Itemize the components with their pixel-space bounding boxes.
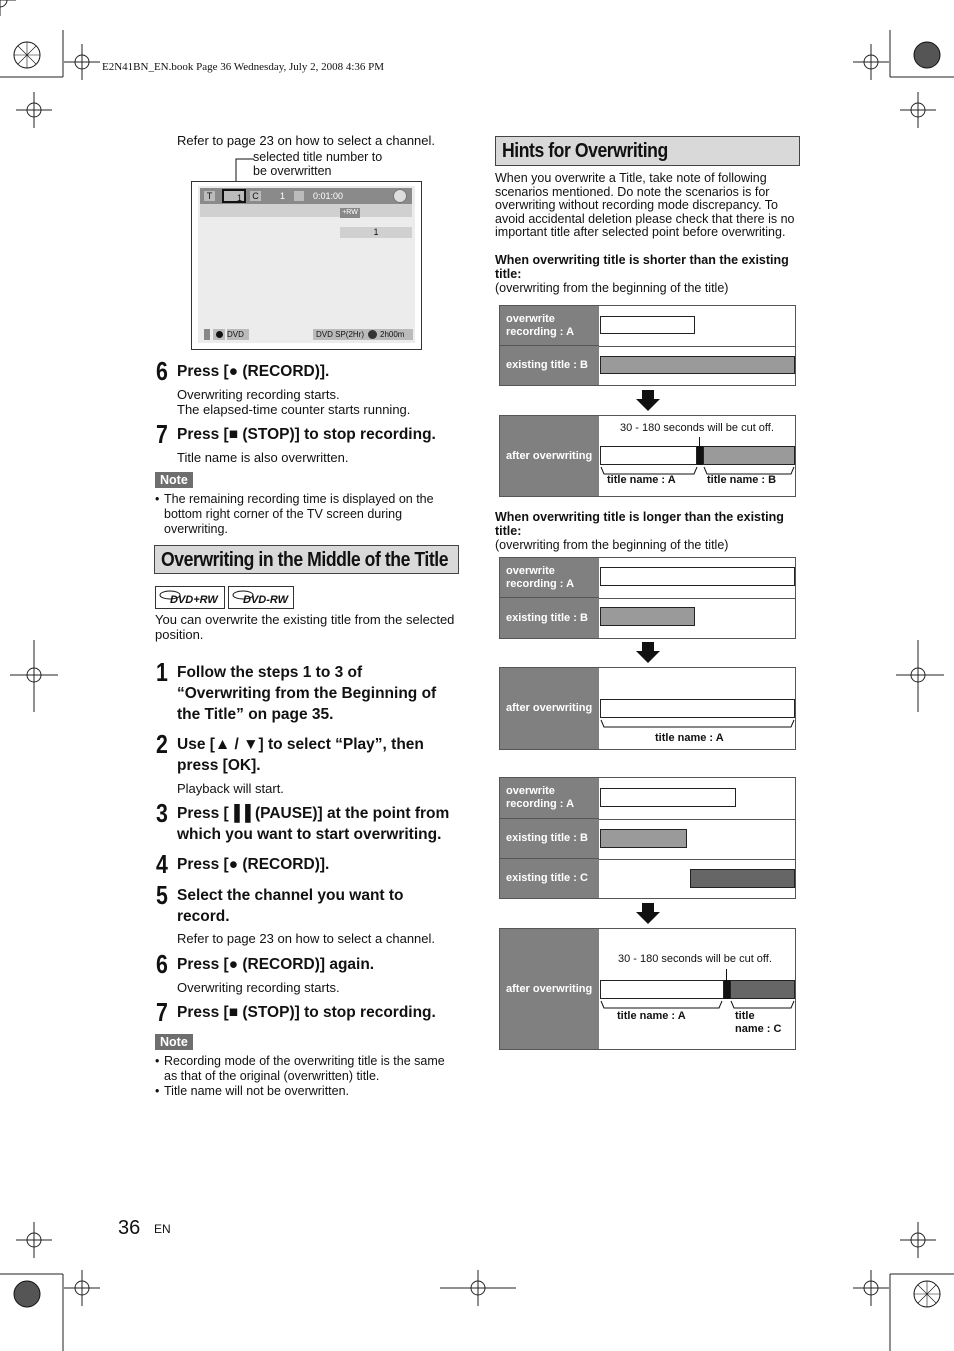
clock-icon bbox=[294, 191, 304, 201]
bar-recording-a bbox=[600, 316, 695, 334]
bar-result-a bbox=[600, 446, 697, 465]
step-heading: Press [● (RECORD)]. bbox=[177, 856, 330, 873]
callout-label: selected title number to be overwritten bbox=[253, 150, 383, 178]
step-number: 7 bbox=[156, 997, 168, 1027]
step-heading: Press [● (RECORD)]. bbox=[177, 363, 330, 380]
note-list: • Recording mode of the overwriting title is the same as that of the original (overwritten) title. • Title name will not be overwritten. bbox=[155, 1054, 445, 1098]
book-info: E2N41BN_EN.book Page 36 Wednesday, July 2, 2008 4:36 PM bbox=[102, 61, 385, 73]
note-label: Note bbox=[155, 472, 193, 488]
step-number: 3 bbox=[156, 798, 168, 828]
stop-icon: ■ bbox=[228, 426, 239, 443]
step-number: 6 bbox=[156, 949, 168, 979]
case1-heading: When overwriting title is shorter than the existing title: (overwriting from the beginning of the title) bbox=[495, 253, 789, 295]
step-number: 5 bbox=[156, 880, 168, 910]
step-heading: Follow the steps 1 to 3 of “Overwriting from the Beginning of the Title” on page 35. bbox=[177, 664, 437, 723]
diagram-shorter-before: overwrite recording : A existing title : B bbox=[499, 305, 796, 386]
hints-intro: When you overwrite a Title, take note of following scenarios mentioned. Do note the scenarios is for overwriting without recording mode discrepancy. To avoid accidental deletion please check that there is no important title after selected point before overwriting. bbox=[495, 171, 795, 239]
step-heading: Use [▲ / ▼] to select “Play”, then press [OK]. bbox=[177, 736, 424, 774]
section-description: You can overwrite the existing title from the selected position. bbox=[155, 612, 455, 642]
bar-recording-a bbox=[600, 788, 736, 807]
record-icon bbox=[216, 331, 223, 338]
step-number: 2 bbox=[156, 729, 168, 759]
step-number: 7 bbox=[156, 419, 168, 449]
section-title: Overwriting in the Middle of the Title bbox=[154, 545, 459, 574]
arrow-down-icon bbox=[636, 390, 660, 412]
bar-existing-b bbox=[600, 356, 795, 374]
diagram-longer-after: after overwriting title name : A bbox=[499, 667, 796, 750]
diagram-multi-before: overwrite recording : A existing title : B existing title : C bbox=[499, 777, 796, 899]
step-number: 6 bbox=[156, 356, 168, 386]
dvd-minus-rw-logo: DVD-RW bbox=[228, 586, 294, 609]
step-number: 1 bbox=[156, 657, 168, 687]
osd-title-number: 1 bbox=[222, 189, 246, 203]
step-number: 4 bbox=[156, 849, 168, 879]
arrow-down-icon bbox=[636, 903, 660, 925]
bar-recording-a bbox=[600, 567, 795, 586]
arrow-down-icon bbox=[636, 642, 660, 664]
disc-icon bbox=[393, 189, 407, 203]
bar-existing-b bbox=[600, 829, 687, 848]
bar-result-a bbox=[600, 980, 724, 999]
case2-heading: When overwriting title is longer than the existing title: (overwriting from the beginning of the title) bbox=[495, 510, 784, 552]
note-item: • The remaining recording time is displayed on the bottom right corner of the TV screen during overwriting. bbox=[155, 492, 434, 536]
bar-existing-b bbox=[600, 607, 695, 626]
bar-result-b bbox=[703, 446, 795, 465]
note-label: Note bbox=[155, 1034, 193, 1050]
bar-existing-c bbox=[690, 869, 795, 888]
record-icon: ● bbox=[228, 363, 239, 380]
dvd-plus-rw-logo: DVD+RW bbox=[155, 586, 225, 609]
step-heading: Press [■ (STOP)] to stop recording. bbox=[177, 1004, 436, 1021]
language-tag: EN bbox=[154, 1222, 171, 1236]
bar-result-a bbox=[600, 699, 795, 718]
diagram-shorter-after: after overwriting 30 - 180 seconds will be cut off. title name : A title name : B bbox=[499, 415, 796, 497]
remaining-icon bbox=[368, 330, 377, 339]
intro-text: Refer to page 23 on how to select a channel. bbox=[177, 133, 436, 148]
step-heading: Press [● (RECORD)] again. bbox=[177, 956, 375, 973]
diagram-multi-after: after overwriting 30 - 180 seconds will be cut off. title name : A title name : C bbox=[499, 928, 796, 1050]
step-heading: Press [■ (STOP)] to stop recording. bbox=[177, 426, 436, 443]
hints-title: Hints for Overwriting bbox=[495, 136, 800, 166]
bar-result-c bbox=[730, 980, 795, 999]
page-number: 36 bbox=[118, 1217, 141, 1239]
diagram-longer-before: overwrite recording : A existing title : B bbox=[499, 557, 796, 639]
step-heading: Select the channel you want to record. bbox=[177, 887, 404, 925]
tv-screen: T 1 C 1 0:01:00 +RW 1 DVD DVD SP(2Hr) 2h00m bbox=[191, 181, 422, 350]
step-heading: Press [▐▐ (PAUSE)] at the point from which you want to start overwriting. bbox=[177, 805, 450, 843]
